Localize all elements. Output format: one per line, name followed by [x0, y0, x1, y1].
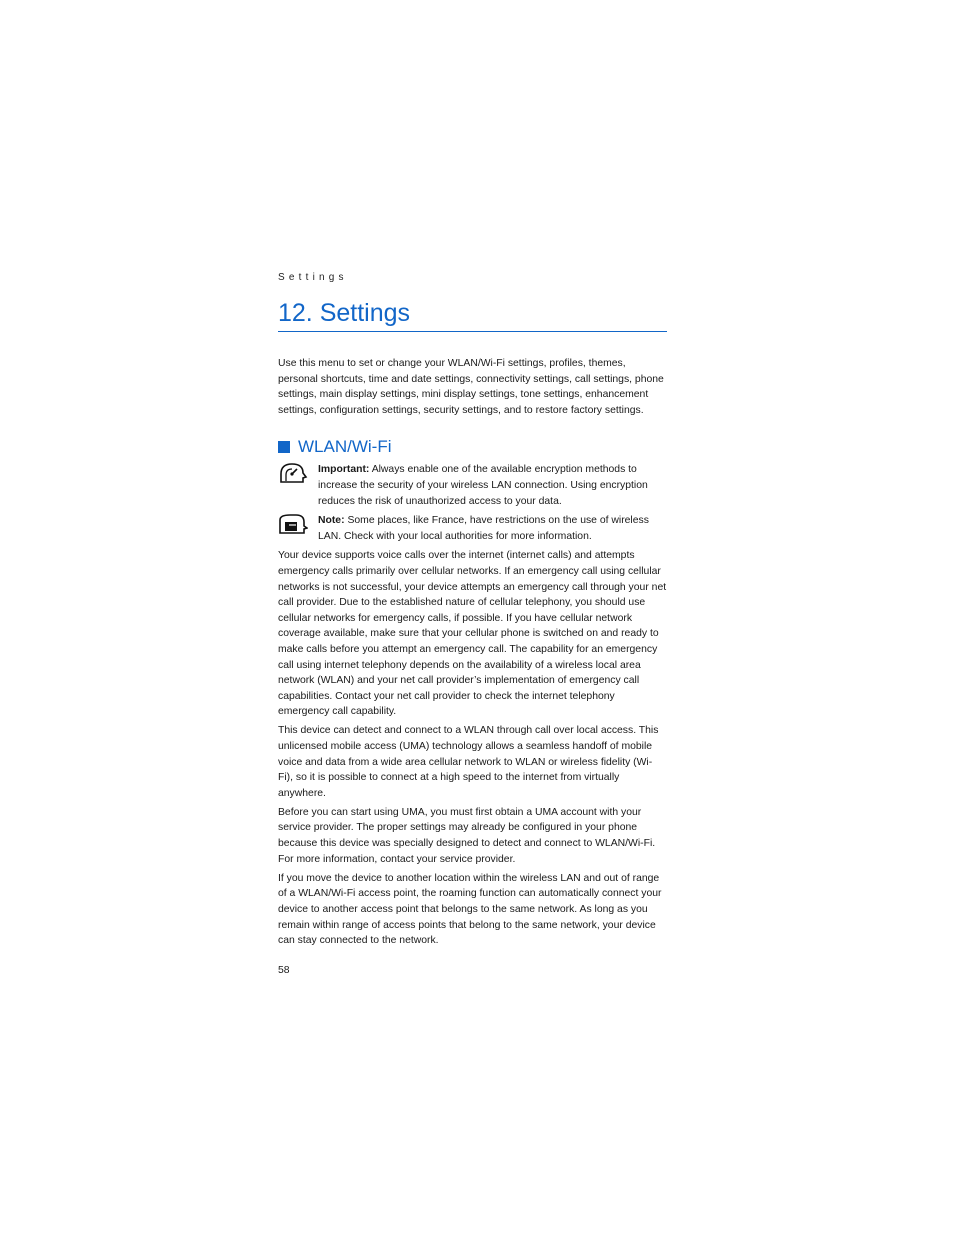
page-number: 58	[278, 964, 290, 976]
section-body	[278, 548, 667, 948]
note-notice	[278, 513, 667, 544]
important-body: Always enable one of the available encryption methods to increase the security of your wireless LAN connection. Using encryption reduces the risk of unauthorized access to your data.	[318, 464, 648, 507]
document-page	[278, 272, 667, 976]
section-square-icon	[278, 441, 290, 453]
intro-paragraph: Use this menu to set or change your WLAN/Wi-Fi settings, profiles, themes, personal shortcuts, time and date settings, connectivity settings, call settings, phone settings, main display settings, mini display settings, tone settings, enhancement settings, configuration settings, security settings, and to restore factory settings.	[278, 358, 664, 416]
body-paragraph: This device can detect and connect to a WLAN through call over local access. This unlicensed mobile access (UMA) technology allows a seamless handoff of mobile voice and data from a wide area cellular network to WLAN or wireless fidelity (Wi-Fi), so it is possible to connect at a high speed to the internet from virtually anywhere.	[278, 725, 659, 799]
important-icon	[278, 462, 318, 509]
important-label: Important:	[318, 464, 370, 476]
note-icon	[278, 513, 318, 544]
body-paragraph: Before you can start using UMA, you must first obtain a UMA account with your service provider. The proper settings may already be configured in your phone because this device was specially designed to detect and connect to WLAN/Wi-Fi. For more information, contact your service provider.	[278, 806, 656, 865]
note-body: Some places, like France, have restrictions on the use of wireless LAN. Check with your local authorities for more information.	[318, 515, 649, 542]
body-paragraph: If you move the device to another location within the wireless LAN and out of range of a WLAN/Wi-Fi access point, the roaming function can automatically connect your device to another access point that belongs to the same network. As long as you remain within range of access points that belong to the same network, your device can stay connected to the network.	[278, 872, 662, 947]
important-text	[318, 462, 667, 509]
note-label: Note:	[318, 515, 345, 527]
section-title: WLAN/Wi-Fi	[298, 437, 392, 457]
note-text	[318, 513, 667, 544]
running-header: Settings	[278, 272, 348, 283]
body-paragraph: Your device supports voice calls over the internet (internet calls) and attempts emergency calls primarily over cellular networks. If an emergency call using cellular networks is not successful, your device attempts an emergency call through your net call provider. Due to the established nature of cellular telephony, you should use cellular networks for emergency calls, if possible. If you have cellular network coverage available, make sure that your cellular phone is switched on and ready to make calls before you attempt an emergency call. The capability for an emergency call using internet telephony depends on the availability of a wireless local area network (WLAN) and your net call provider’s implementation of emergency call capabilities. Contact your net call provider to check the internet telephony emergency call capability.	[278, 550, 667, 718]
chapter-title: 12. Settings	[278, 298, 667, 332]
important-notice	[278, 462, 667, 509]
section-heading	[278, 436, 667, 458]
